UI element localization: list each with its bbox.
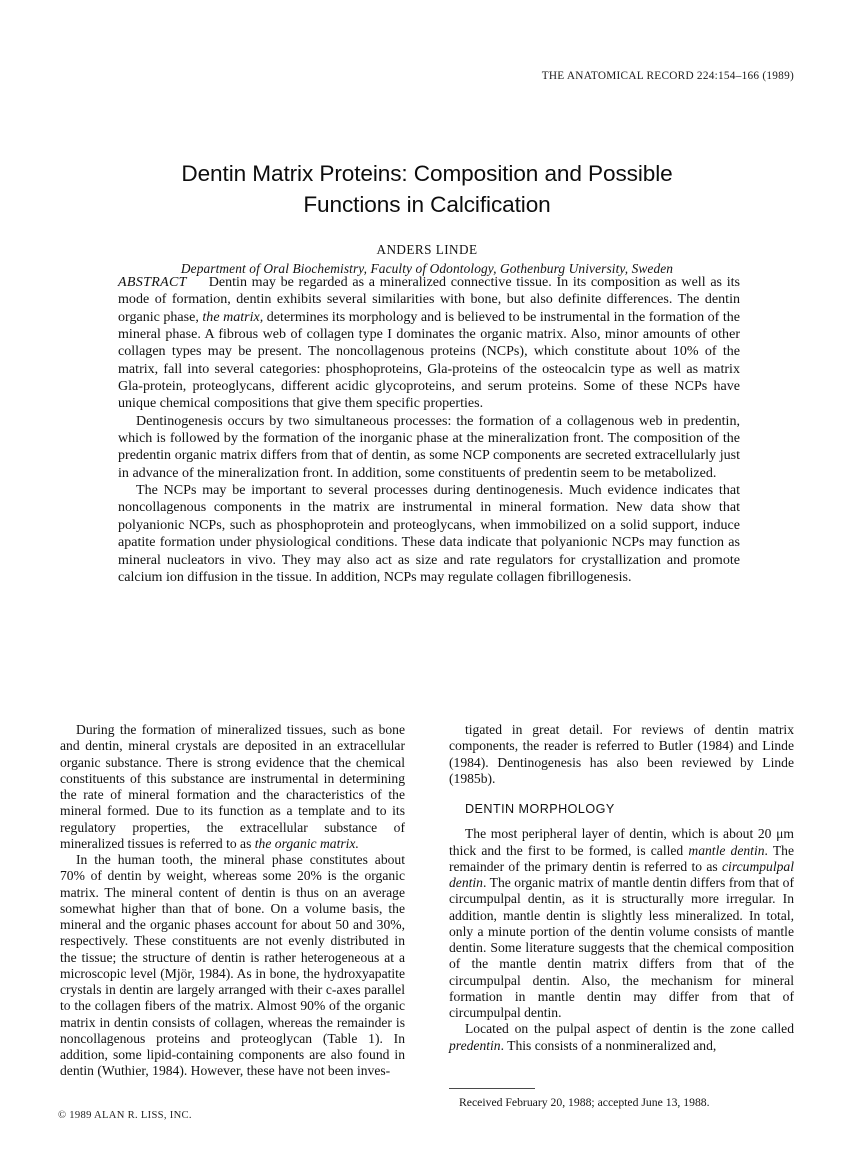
right-column (449, 722, 794, 1054)
right-p2-part-c: . The organic matrix of mantle dentin differs from that of circumpulpal dentin, as it is structurally more irregular. In addition, mantle dentin is slightly less mineralized. In total, only a minute portion of the dentin volume consists of mantle dentin. Some literature suggests that the chemical composition of the mantle dentin matrix differs from that of the circumpulpal dentin. Also, the mechanism for mineral formation in mantle dentin may differ from that of circumpulpal dentin. (449, 875, 794, 1020)
footnote-received-accepted: Received February 20, 1988; accepted June 13, 1988. (459, 1096, 710, 1109)
abstract-paragraph-3: The NCPs may be important to several processes during dentinogenesis. Much evidence indicates that noncollagenous components in the matrix are instrumental in mineral formation. New data show that polyanionic NCPs, such as phosphoprotein and proteoglycans, when immobilized on a solid support, induce apatite formation under physiological conditions. These data indicate that polyanionic NCPs may function as mineral nucleators in vivo. They may also act as size and rate regulators for crystallization and promote calcium ion diffusion in the tissue. In addition, NCPs may regulate collagen fibrillogenesis. (118, 482, 740, 585)
abstract-p1-emphasis: the matrix, (202, 308, 264, 325)
abstract-section (118, 274, 740, 586)
right-p2-emphasis-2: circumpulpal dentin (449, 858, 794, 890)
right-paragraph-1: tigated in great detail. For reviews of dentin matrix components, the reader is referred to Butler (1984) and Linde (1984). Dentinogenesis has also been reviewed by Linde (1985b). (449, 722, 794, 786)
abstract-paragraph-1 (118, 274, 740, 413)
left-paragraph-1 (60, 722, 405, 852)
footnote-divider (449, 1088, 535, 1089)
left-paragraph-2: In the human tooth, the mineral phase constitutes about 70% of dentin by weight, whereas some 20% is the organic matrix. The mineral content of dentin is thus on an average somewhat higher than that of bone. On a volume basis, the mineral and the organic phases account for about 50 and 30%, respectively. These constituents are not evenly distributed in the tissue; the structure of dentin is rather heterogeneous at a microscopic level (Mjör, 1984). As in bone, the hydroxyapatite crystals in dentin are largely arranged with their c-axes parallel to the collagen fibers of the matrix. Almost 90% of the organic matrix in dentin consists of collagen, whereas the remainder is noncollagenous proteins and proteoglycan (Table 1). In addition, some lipid-containing components are also found in dentin (Wuthier, 1984). However, these have not been inves- (60, 852, 405, 1079)
right-p3-part-a: Located on the pulpal aspect of dentin is the zone called (465, 1021, 794, 1037)
body-columns (60, 722, 794, 1112)
running-head: THE ANATOMICAL RECORD 224:154–166 (1989) (541, 70, 794, 82)
left-column (60, 722, 405, 1080)
title-line-2: Functions in Calcification (303, 192, 551, 217)
title-line-1: Dentin Matrix Proteins: Composition and Possible (181, 161, 673, 186)
abstract-p1-part-b: determines its morphology and is believed to be instrumental in the formation of the mineral phase. A fibrous web of collagen type I dominates the organic matrix. Also, minor amounts of other collagen types may be present. The noncollagenous proteins (NCPs), which constitute about 10% of the matrix, fall into several categories: phosphoproteins, Gla-proteins of the osteocalcin type as well as matrix Gla-protein, proteoglycans, different acidic glycoproteins, and serum proteins. Some of these NCPs have unique chemical compositions that give them specific properties. (118, 308, 741, 412)
copyright-notice: © 1989 ALAN R. LISS, INC. (58, 1110, 192, 1121)
right-paragraph-3 (449, 1021, 794, 1054)
author-name: ANDERS LINDE (376, 242, 478, 257)
footnote-block (449, 1088, 794, 1110)
author-affiliation: Department of Oral Biochemistry, Faculty of Odontology, Gothenburg University, Sweden (180, 261, 674, 276)
left-p1-part-a: During the formation of mineralized tissues, such as bone and dentin, mineral crystals are deposited in an extracellular organic substance. There is strong evidence that the chemical constituents of this substance are instrumental in determining the rate of mineral formation and the characteristics of the mineral formed. Due to its function as a template and to its regulatory properties, the extracellular substance of mineralized tissues is referred to as (60, 722, 405, 851)
title-block (110, 158, 744, 277)
right-p3-emphasis: predentin (449, 1037, 501, 1053)
page-title (110, 158, 744, 220)
abstract-p1-part-a: Dentin may be regarded as a mineralized connective tissue. In its composition as well as its mode of formation, dentin exhibits several similarities with bone, but also definite differences. The dentin organic phase, (118, 274, 740, 325)
right-p2-part-b: . The remainder of the primary dentin is referred to as (449, 842, 795, 874)
abstract-paragraph-2: Dentinogenesis occurs by two simultaneous processes: the formation of a collagenous web in predentin, which is followed by the formation of the inorganic phase at the mineralization front. The composition of the predentin organic matrix differs from that of dentin, as some NCP components are secreted extracellularly just in advance of the mineralization front. In addition, some constituents of predentin seem to be metabolized. (118, 412, 740, 481)
section-heading-dentin-morphology: DENTIN MORPHOLOGY (465, 802, 615, 816)
right-p3-part-b: . This consists of a nonmineralized and, (500, 1037, 717, 1053)
right-p2-part-a: The most peripheral layer of dentin, which is about 20 μm thick and the first to be formed, is called (449, 826, 794, 858)
right-paragraph-2 (449, 826, 794, 1021)
left-p1-emphasis: the organic matrix. (254, 835, 359, 851)
abstract-label: ABSTRACT (118, 274, 187, 290)
right-p2-emphasis-1: mantle dentin (688, 842, 765, 858)
